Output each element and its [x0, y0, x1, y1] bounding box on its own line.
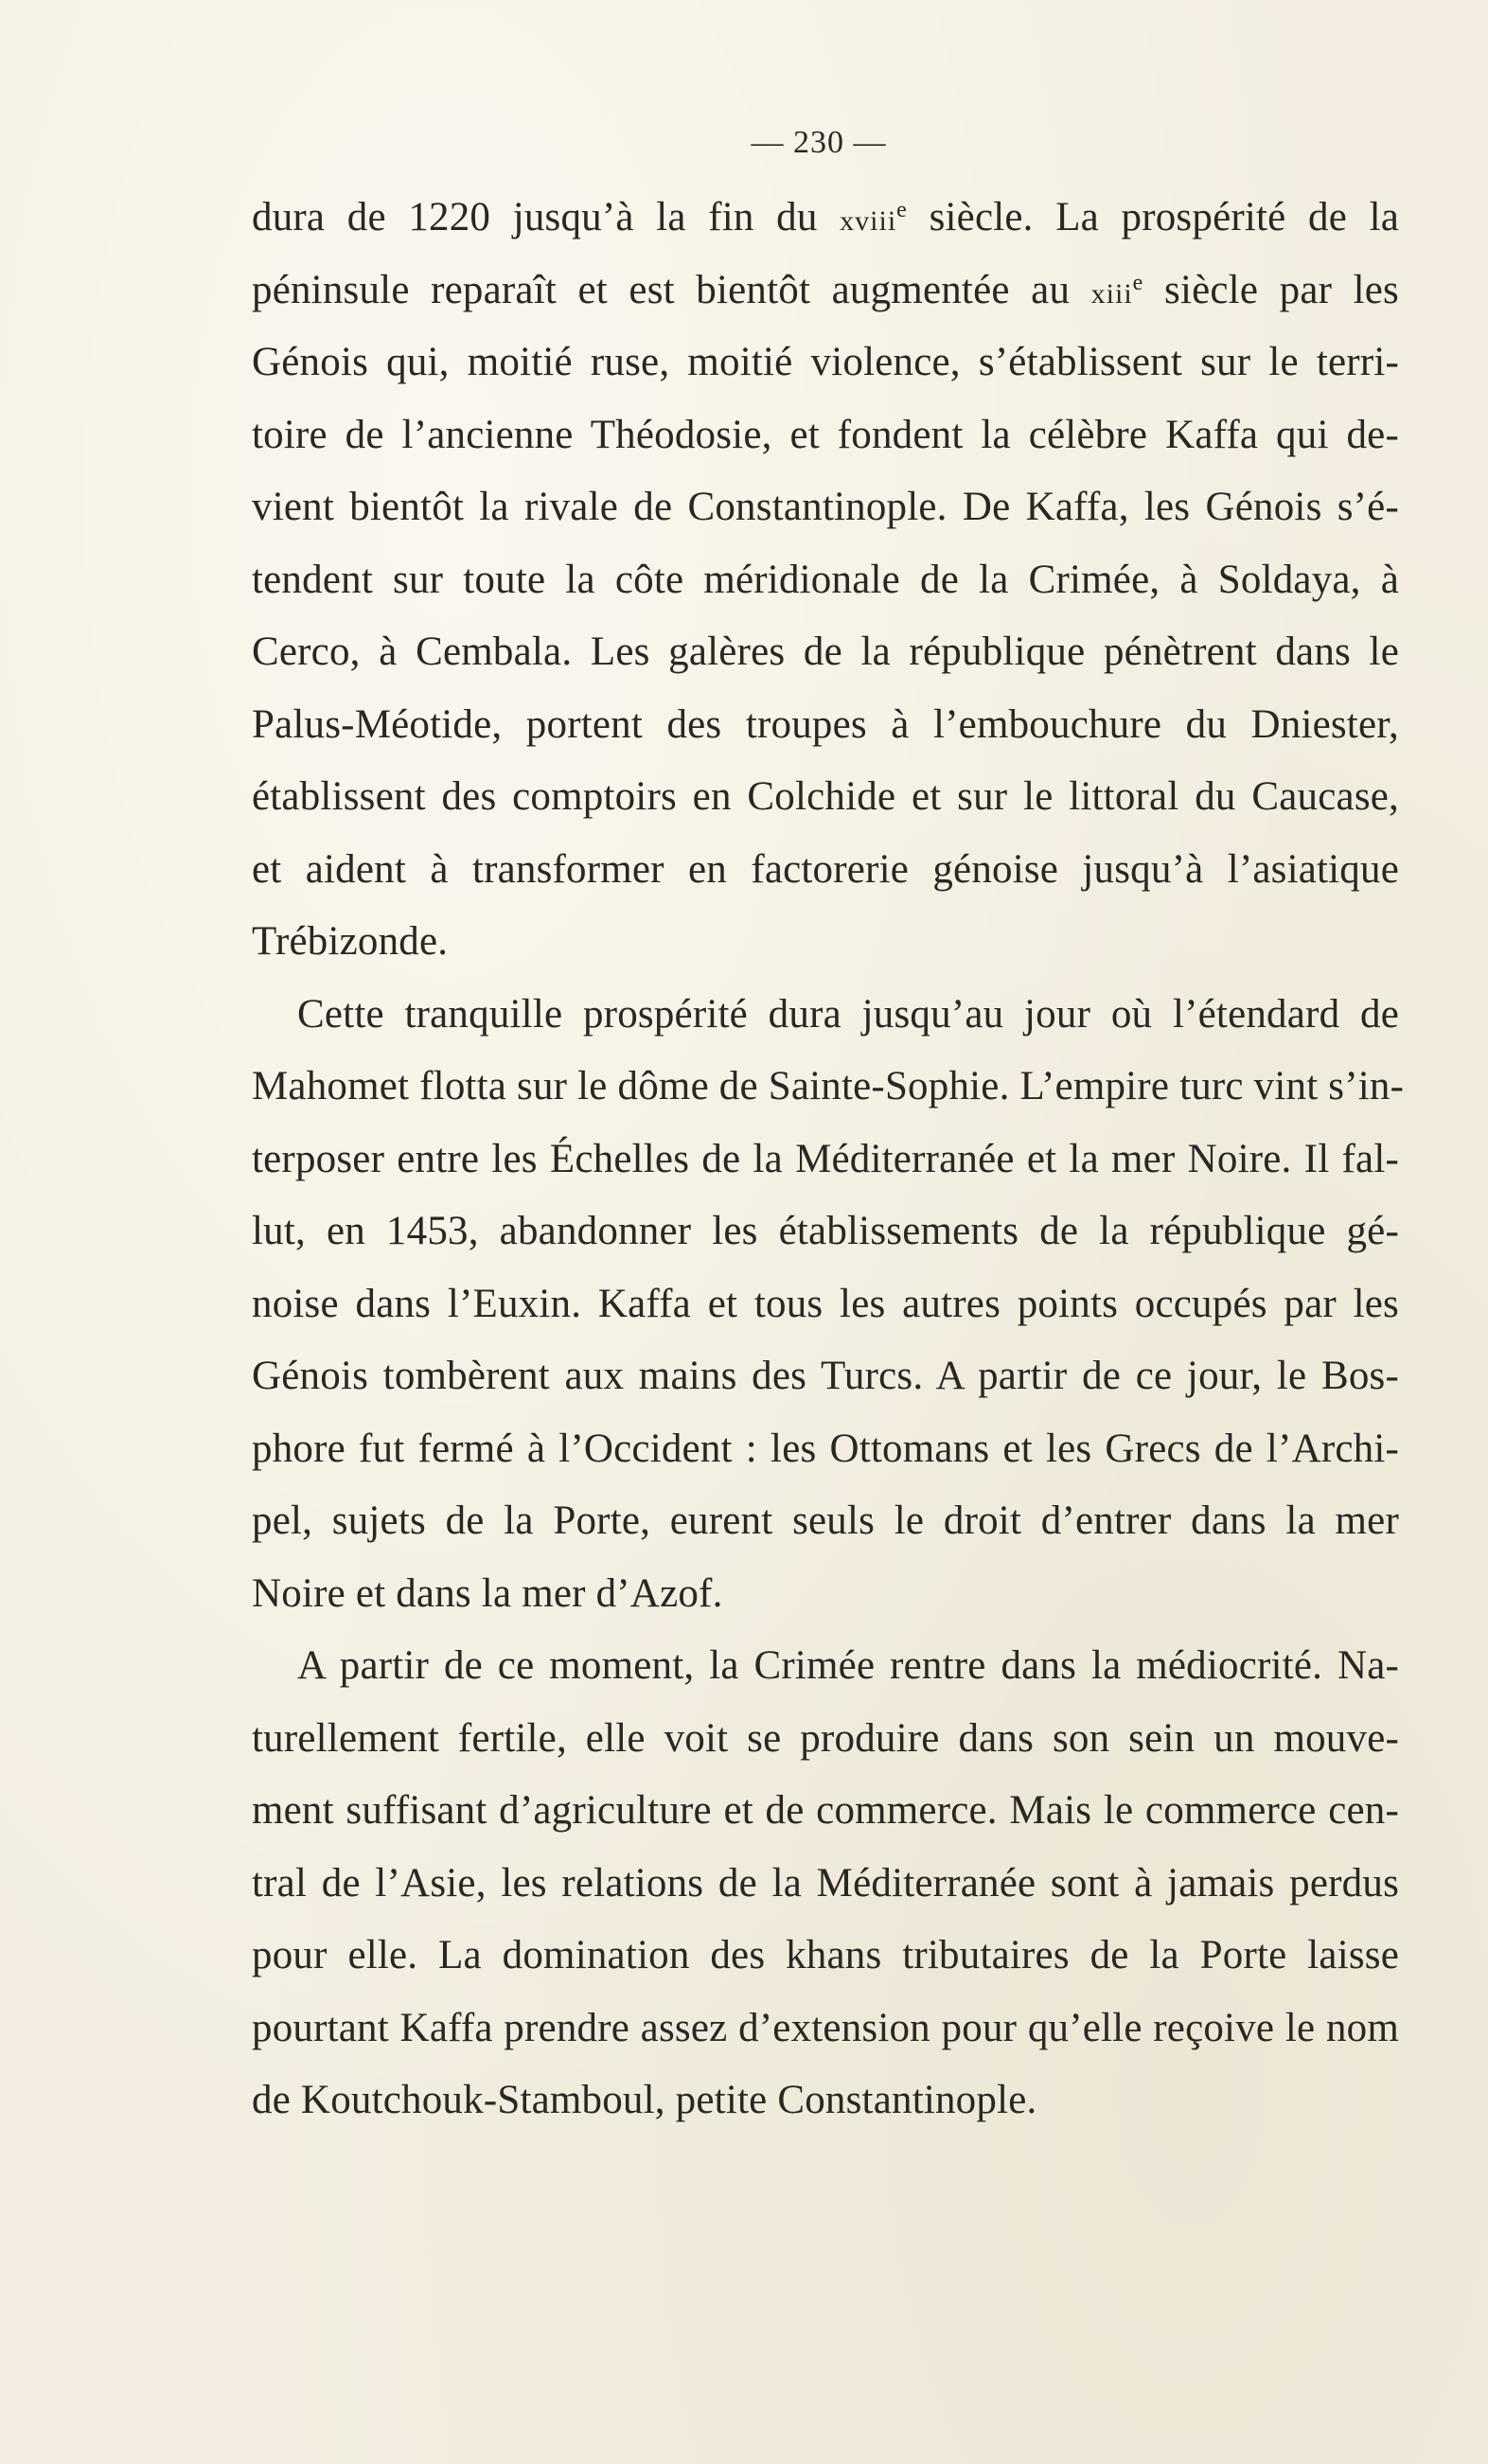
text-run: Trébizonde.: [252, 919, 449, 964]
text-line: [252, 1340, 1399, 1413]
text-run: de Koutchouk-Stamboul, petite Constantinople.: [252, 2078, 1037, 2122]
text-run: A partir de ce moment, la Crimée rentre dans la médiocrité. Na-: [297, 1643, 1399, 1688]
text-line: [252, 1051, 1405, 1124]
text-line: [252, 761, 1399, 834]
text-line: [252, 689, 1399, 762]
text-run: vient bientôt la rivale de Constantinople. De Kaffa, les Génois s’é-: [252, 485, 1399, 529]
text-run: pel, sujets de la Porte, eurent seuls le droit d’entrer dans la mer: [252, 1498, 1399, 1543]
text-line: [252, 2065, 1399, 2137]
text-line: [252, 399, 1399, 472]
page-number: — 230 —: [751, 125, 887, 160]
text-run: Mahomet flotta sur le dôme de Sainte-Sophie. L’empire turc vint s’in-: [252, 1064, 1405, 1108]
text-line: [252, 1993, 1399, 2065]
century-numeral: xviii: [840, 205, 897, 237]
paragraph: [252, 1630, 1399, 2137]
text-run: noise dans l’Euxin. Kaffa et tous les autres points occupés par les: [252, 1281, 1399, 1326]
text-run: pourtant Kaffa prendre assez d’extension pour qu’elle reçoive le nom: [252, 2005, 1399, 2050]
text-run: terposer entre les Échelles de la Méditerranée et la mer Noire. Il fal-: [252, 1136, 1399, 1181]
text-run: Génois qui, moitié ruse, moitié violence, s’établissent sur le terri-: [252, 340, 1399, 384]
text-line: [252, 1196, 1399, 1268]
text-line: [252, 1703, 1399, 1776]
text-run: tendent sur toute la côte méridionale de la Crimée, à Soldaya, à: [252, 557, 1399, 602]
text-run: ment suffisant d’agriculture et de commerce. Mais le commerce cen-: [252, 1788, 1399, 1833]
text-line: [252, 906, 1399, 979]
text-line: [252, 1920, 1399, 1993]
text-line: [252, 1124, 1399, 1197]
text-run: dura de 1220 jusqu’à la fin du: [252, 195, 841, 239]
text-line: [252, 1485, 1399, 1558]
text-line: [252, 1775, 1399, 1848]
text-line: [252, 327, 1399, 399]
text-run: péninsule reparaît et est bientôt augmentée au: [252, 267, 1091, 312]
text-run: Noire et dans la mer d’Azof.: [252, 1570, 723, 1616]
text-run: et aident à transformer en factorerie génoise jusqu’à l’asiatique: [252, 846, 1399, 892]
text-line: [252, 834, 1399, 907]
text-run: tral de l’Asie, les relations de la Méditerranée sont à jamais perdus: [252, 1860, 1399, 1906]
text-run: lut, en 1453, abandonner les établissements de la république gé-: [252, 1209, 1399, 1253]
text-line: [252, 1268, 1399, 1341]
text-run: phore fut fermé à l’Occident : les Ottomans et les Grecs de l’Archi-: [252, 1426, 1399, 1471]
text-line: [252, 616, 1399, 689]
text-line: [252, 1558, 1399, 1631]
text-run: pour elle. La domination des khans tributaires de la Porte laisse: [252, 1933, 1399, 1977]
text-run: Génois tombèrent aux mains des Turcs. A partir de ce jour, le Bos-: [252, 1354, 1399, 1398]
text-line: [252, 544, 1399, 617]
text-run: Cette tranquille prospérité dura jusqu’au jour où l’étendard de: [297, 991, 1399, 1037]
text-run: siècle par les: [1143, 267, 1399, 312]
text-line: [252, 1630, 1399, 1703]
text-run: établissent des comptoirs en Colchide et sur le littoral du Caucase,: [252, 774, 1399, 819]
text-line: [252, 255, 1399, 328]
century-numeral: xiii: [1090, 277, 1133, 310]
text-line: [252, 471, 1399, 544]
text-run: Palus-Méotide, portent des troupes à l’embouchure du Dniester,: [252, 701, 1399, 747]
superscript: e: [896, 198, 908, 222]
text-line: [252, 182, 1399, 255]
superscript: e: [1132, 270, 1143, 295]
text-run: toire de l’ancienne Théodosie, et fondent la célèbre Kaffa qui de-: [252, 412, 1399, 457]
paragraph: [252, 979, 1405, 1631]
text-line: [252, 1413, 1399, 1486]
text-run: Cerco, à Cembala. Les galères de la république pénètrent dans le: [252, 629, 1399, 674]
paragraph: [252, 182, 1399, 979]
text-line: [252, 1848, 1399, 1921]
text-run: turellement fertile, elle voit se produire dans son sein un mouve-: [252, 1715, 1399, 1761]
text-line: [252, 979, 1399, 1052]
body-text: [252, 182, 1405, 2137]
text-run: siècle. La prospérité de la: [907, 195, 1400, 239]
